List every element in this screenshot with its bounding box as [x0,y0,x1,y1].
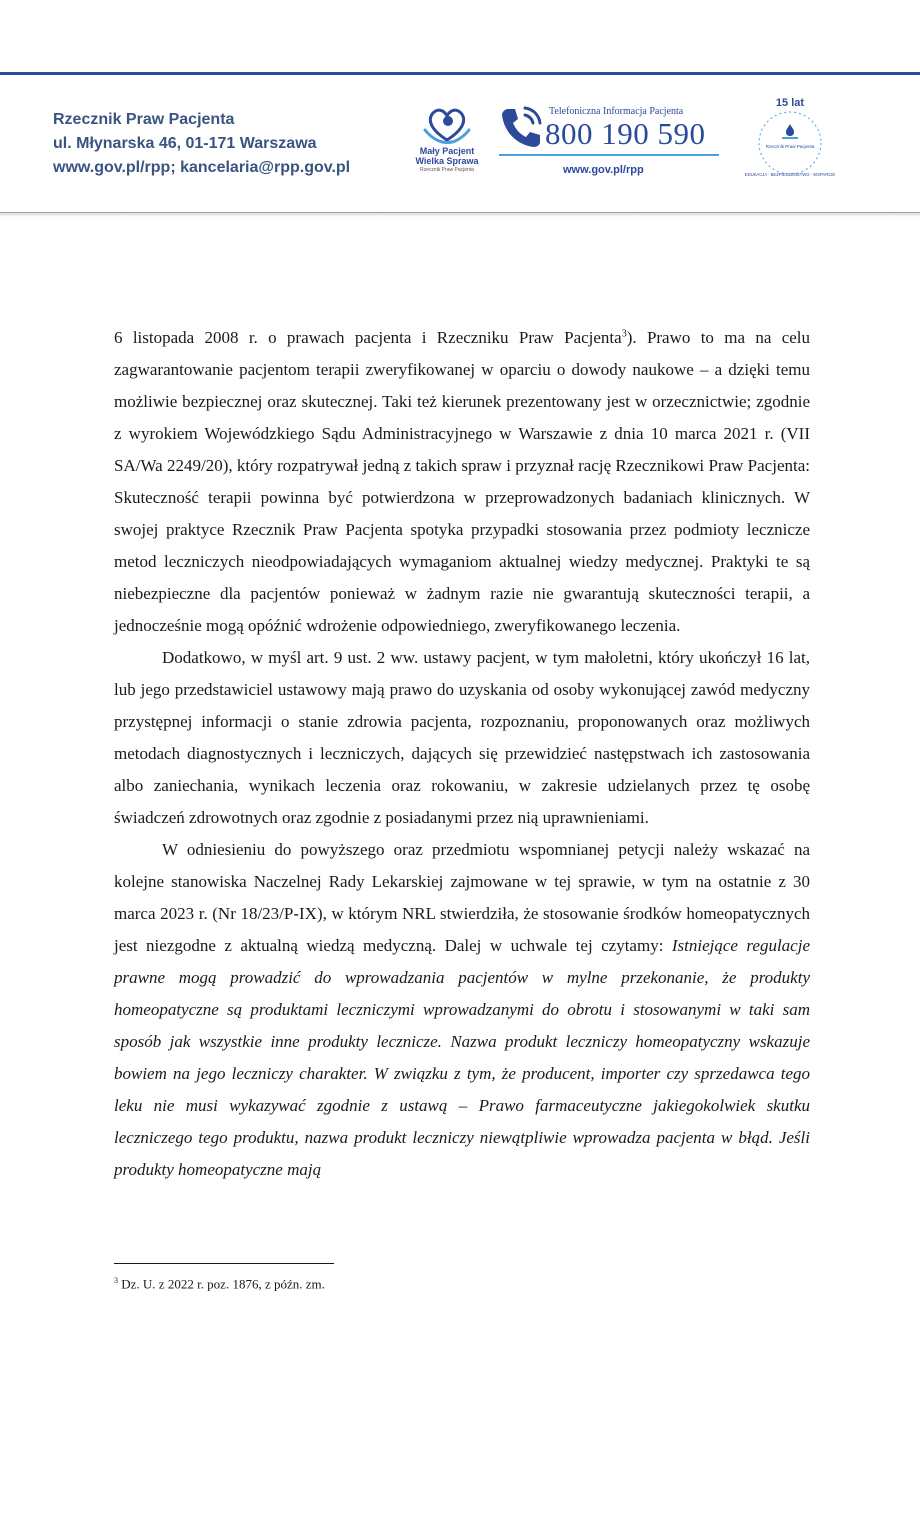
org-address: ul. Młynarska 46, 01-171 Warszawa [53,135,317,152]
paragraph-2: Dodatkowo, w myśl art. 9 ust. 2 ww. ustawy pacjent, w tym małoletni, który ukończył 16 lat, lub jego przedstawiciel ustawowy mają prawo do uzyskania od osoby wykonującej zawód medyczny przystępnej informacji o stanie zdrowia pacjenta, rozpoznaniu, proponowanych oraz możliwych metodach diagnostycznych i leczniczych, dających się przewidzieć następstwach ich zastosowania albo zaniechania, wynikach leczenia oraz rokowaniu, w zakresie udzielanych przez tę osobę świadczeń zdrowotnych oraz zgodnie z posiadanymi przez nią uprawnieniami. [114,648,810,827]
anniversary-seal-icon [744,110,836,184]
footnote-3 [114,1272,325,1293]
letter-body [114,322,810,1186]
org-name: Rzecznik Praw Pacjenta [53,111,235,128]
hotline-block [497,102,722,182]
paragraph-1 [114,322,810,642]
maly-pacjent-logo [404,100,490,182]
paragraph-3 [114,834,810,1186]
footnote-separator [114,1263,334,1264]
badge-inner-text: Rzecznik Praw Pacjenta [765,144,815,149]
paragraph-1-rest: ). Prawo to ma na celu zagwarantowanie pacjentom terapii zweryfikowanej w oparciu o dowody naukowe – a dzięki temu możliwie bezpiecznej oraz skutecznej. Taki też kierunek prezentowany jest w orzecznictwie; zgodnie z wyrokiem Wojewódzkiego Sądu Administracyjnego w Warszawie z dnia 10 marca 2021 r. (VII SA/Wa 2249/20), który rozpatrywał jedną z takich spraw i przyznał rację Rzecznikowi Praw Pacjenta: Skuteczność terapii powinna być potwierdzona w przeprowadzonych badaniach klinicznych. W swojej praktyce Rzecznik Praw Pacjenta spotyka przypadki stosowania przez podmioty lecznicze metod leczniczych nieodpowiadających wymaganiom aktualnej wiedzy medycznej. Praktyki te są niebezpieczne dla pacjentów ponieważ w żadnym razie nie gwarantują skuteczności terapii, a jednocześnie mogą opóźnić wdrożenie odpowiedniego, zweryfikowanego leczenia. [114,328,811,635]
footnote-number: 3 [114,1276,118,1285]
hotline-number: 800 190 590 [545,116,706,151]
footnote-text: Dz. U. z 2022 r. poz. 1876, z późn. zm. [118,1276,325,1292]
hotline-label: Telefoniczna Informacja Pacjenta [549,106,684,117]
badge-title: 15 lat [775,97,805,109]
header-shadow [0,213,920,217]
footnote-ref-3: 3 [621,328,627,340]
logo-line-2: Wielka Sprawa [415,156,479,166]
hotline-divider [499,154,719,156]
org-contact: www.gov.pl/rpp; kancelaria@rpp.gov.pl [53,159,351,176]
org-block [53,108,350,180]
badge-ring-text: EDUKACJA · BEZPIECZEŃSTWO · WSPARCIE [744,172,836,177]
logo-line-1: Mały Pacjent [419,146,475,156]
paragraph-3-quote: Istniejące regulacje prawne mogą prowadzić do wprowadzania pacjentów w mylne przekonanie, że produkty homeopatyczne są produktami leczniczymi wprowadzanymi do obrotu i stosowanymi w taki sam sposób jak wszystkie inne produkty lecznicze. Nazwa produkt leczniczy homeopatyczny wskazuje bowiem na jego leczniczy charakter. W związku z tym, że producent, importer czy sprzedawca tego leku nie musi wykazywać zgodnie z ustawą – Prawo farmaceutyczne jakiegokolwiek skutku leczniczego tego produktu, nazwa produkt leczniczy niewątpliwie wprowadza pacjenta w błąd. Jeśli produkty homeopatyczne mają [114,936,810,1179]
paragraph-1-start: 6 listopada 2008 r. o prawach pacjenta i Rzeczniku Praw Pacjenta [114,328,622,347]
heart-hands-icon [421,100,473,146]
header-top-rule [0,72,920,75]
phone-icon [499,104,543,150]
paragraph-3-text: W odniesieniu do powyższego oraz przedmiotu wspomnianej petycji należy wskazać na kolejne stanowiska Naczelnej Rady Lekarskiej zajmowane w tej sprawie, w tym na ostatnie z 30 marca 2023 r. (Nr 18/23/P-IX), w którym NRL stwierdziła, że stosowanie środków homeopatycznych jest niezgodne z aktualną wiedzą medyczną. Dalej w uchwale tej czytamy: [114,840,810,955]
anniversary-badge [744,96,836,186]
logo-line-3: Rzecznik Praw Pacjenta [420,167,474,173]
hotline-website: www.gov.pl/rpp [563,164,644,176]
